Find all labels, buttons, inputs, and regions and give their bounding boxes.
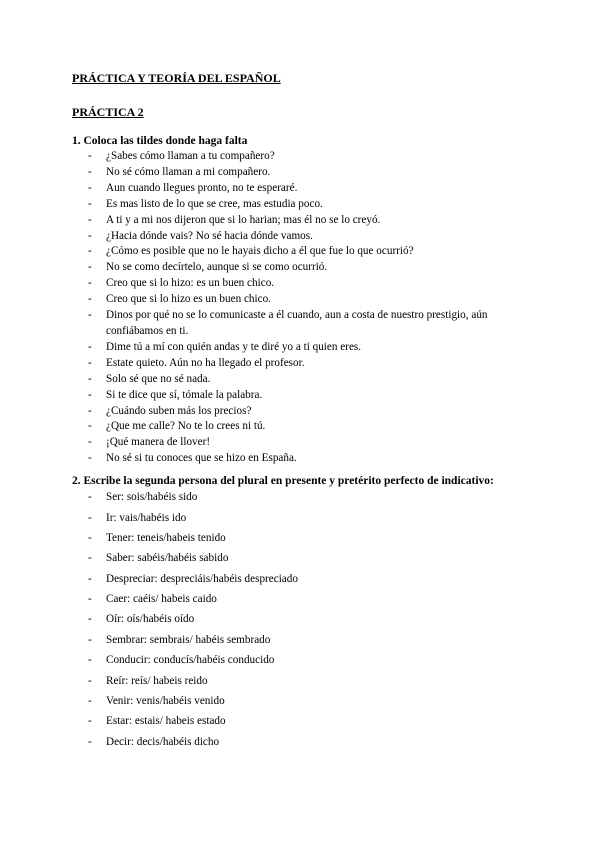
list-item: - Despreciar: despreciáis/habéis despreciado: [72, 573, 542, 586]
list-item: - Oír: oís/habéis oído: [72, 613, 542, 626]
list-item: - Creo que si lo hizo: es un buen chico.: [72, 276, 542, 292]
list-item: - ¿Sabes cómo llaman a tu compañero?: [72, 149, 542, 165]
list-item: - Reír: reís/ habeis reido: [72, 675, 542, 688]
list-item: - Dime tú a mí con quién andas y te diré yo a ti quien eres.: [72, 340, 542, 356]
list-item: - Decir: decis/habéis dicho: [72, 736, 542, 749]
section-2-list: [72, 491, 542, 749]
list-item: - Si te dice que sí, tómale la palabra.: [72, 388, 542, 404]
list-item: - ¿Hacia dónde vais? No sé hacia dónde vamos.: [72, 229, 542, 245]
section-2-heading: 2. Escribe la segunda persona del plural en presente y pretérito perfecto de indicativo:: [72, 475, 494, 488]
list-item: - Dinos por qué no se lo comunicaste a él cuando, aun a costa de nuestro prestigio, aún confiábamos en ti.: [72, 308, 542, 340]
list-item: - Creo que si lo hizo es un buen chico.: [72, 292, 542, 308]
document-title: PRÁCTICA Y TEORÍA DEL ESPAÑOL: [72, 71, 281, 85]
list-item: - Caer: caéis/ habeis caido: [72, 593, 542, 606]
list-item: - Estate quieto. Aún no ha llegado el profesor.: [72, 356, 542, 372]
section-1-heading: 1. Coloca las tildes donde haga falta: [72, 135, 248, 147]
list-item: - ¿Cómo es posible que no le hayais dicho a él que fue lo que ocurrió?: [72, 244, 542, 260]
list-item: - Venir: venis/habéis venido: [72, 695, 542, 708]
document-page: [72, 70, 542, 756]
list-item: - Aun cuando llegues pronto, no te esperaré.: [72, 181, 542, 197]
list-item: - Saber: sabéis/habéis sabido: [72, 552, 542, 565]
list-item: - Es mas listo de lo que se cree, mas estudia poco.: [72, 197, 542, 213]
list-item: - Sembrar: sembrais/ habéis sembrado: [72, 634, 542, 647]
list-item: - Ser: sois/habéis sido: [72, 491, 542, 504]
list-item: - No se como decírtelo, aunque si se como ocurrió.: [72, 260, 542, 276]
list-item: - Tener: teneis/habeis tenido: [72, 532, 542, 545]
list-item: - Solo sé que no sé nada.: [72, 372, 542, 388]
list-item: - ¡Qué manera de llover!: [72, 435, 542, 451]
list-item: - A ti y a mi nos dijeron que si lo harian; mas él no se lo creyó.: [72, 213, 542, 229]
list-item: - Ir: vais/habéis ido: [72, 512, 542, 525]
section-1-list: [72, 149, 542, 467]
practice-title: PRÁCTICA 2: [72, 105, 144, 119]
list-item: - No sé si tu conoces que se hizo en España.: [72, 451, 542, 467]
list-item: - ¿Cuándo suben más los precios?: [72, 404, 542, 420]
list-item: - ¿Que me calle? No te lo crees ni tú.: [72, 419, 542, 435]
list-item: - No sé cómo llaman a mi compañero.: [72, 165, 542, 181]
list-item: - Conducir: conducís/habéis conducido: [72, 654, 542, 667]
list-item: - Estar: estais/ habeis estado: [72, 715, 542, 728]
